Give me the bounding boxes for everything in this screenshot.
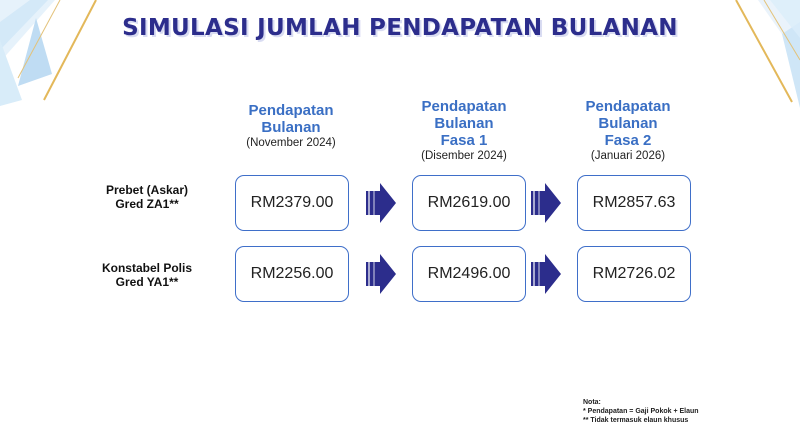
row-label-line: Prebet (Askar)	[105, 183, 189, 197]
column-header-line: Pendapatan	[421, 98, 507, 115]
column-header-line: Fasa 1	[440, 132, 488, 149]
column-header-fasa-2	[553, 98, 703, 164]
arrow-right-icon	[366, 183, 396, 223]
value-box-prebet-november: RM2379.00	[235, 175, 349, 231]
column-header-line: Pendapatan	[585, 98, 671, 115]
footnote	[583, 398, 699, 425]
column-header-line: Bulanan	[434, 115, 494, 132]
value-box-prebet-fasa-1: RM2619.00	[412, 175, 526, 231]
value-box-konstabel-fasa-2: RM2726.02	[577, 246, 691, 302]
column-header-november	[216, 102, 366, 151]
page-title: SIMULASI JUMLAH PENDAPATAN BULANAN	[122, 15, 678, 41]
column-header-date: (Januari 2026)	[590, 150, 666, 162]
value-box-konstabel-november: RM2256.00	[235, 246, 349, 302]
arrow-right-icon	[366, 254, 396, 294]
column-header-line: Fasa 2	[604, 132, 652, 149]
column-header-date: (Disember 2024)	[421, 150, 507, 162]
footnote-line: ** Tidak termasuk elaun khusus	[583, 417, 689, 424]
column-header-line: Bulanan	[261, 119, 321, 136]
column-header-fasa-1	[389, 98, 539, 164]
footnote-line: * Pendapatan = Gaji Pokok + Elaun	[583, 408, 699, 415]
column-header-line: Pendapatan	[248, 102, 334, 119]
value-box-konstabel-fasa-1: RM2496.00	[412, 246, 526, 302]
arrow-right-icon	[531, 183, 561, 223]
column-header-line: Bulanan	[598, 115, 658, 132]
row-label-line: Gred ZA1**	[115, 197, 179, 211]
arrow-right-icon	[531, 254, 561, 294]
row-label-line: Gred YA1**	[115, 275, 179, 289]
footnote-heading: Nota:	[583, 399, 601, 406]
column-header-date: (November 2024)	[246, 137, 336, 149]
row-label-prebet	[72, 183, 222, 211]
value-box-prebet-fasa-2: RM2857.63	[577, 175, 691, 231]
row-label-konstabel	[72, 261, 222, 289]
row-label-line: Konstabel Polis	[101, 261, 193, 275]
